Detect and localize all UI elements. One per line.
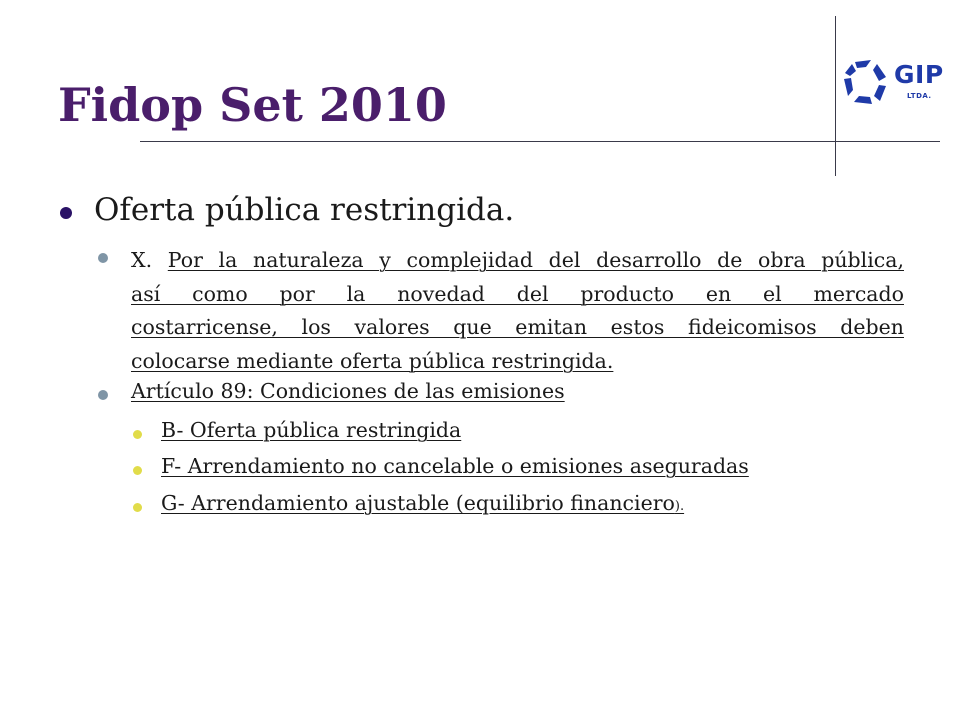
article-89-label: Artículo 89: Condiciones de las emisiones — [131, 379, 565, 403]
logo-subtitle: LTDA. — [907, 92, 932, 100]
slide-title: Fidop Set 2010 — [58, 78, 447, 132]
pentagon-logo-icon — [842, 56, 890, 106]
item-x-paragraph — [131, 244, 904, 378]
item-x-line: así como por la novedad del producto en el mercado — [131, 281, 904, 306]
item-x-line: Por la naturaleza y complejidad del desarrollo de obra pública, — [167, 248, 904, 272]
subitem-g-tail: ). — [674, 499, 685, 514]
item-x-line: colocarse mediante oferta pública restringida. — [131, 348, 614, 373]
header-vertical-rule — [835, 16, 836, 176]
bullet-level3 — [133, 503, 142, 512]
subitem-g-text: G- Arrendamiento ajustable (equilibrio financiero — [161, 491, 675, 515]
section-heading: Oferta pública restringida. — [94, 192, 515, 228]
bullet-level3 — [133, 430, 142, 439]
bullet-level3 — [133, 466, 142, 475]
header-horizontal-rule — [140, 141, 940, 142]
bullet-level2 — [98, 390, 108, 400]
logo-name: GIP — [894, 60, 944, 89]
company-logo — [842, 56, 942, 108]
bullet-level2 — [98, 253, 108, 263]
item-x-line: costarricense, los valores que emitan estos fideicomisos deben — [131, 315, 904, 339]
bullet-level1 — [60, 207, 72, 219]
subitem-g — [161, 491, 684, 515]
subitem-f: F- Arrendamiento no cancelable o emisiones aseguradas — [161, 454, 749, 478]
subitem-b: B- Oferta pública restringida — [161, 418, 462, 442]
item-x-prefix: X. — [131, 248, 168, 272]
